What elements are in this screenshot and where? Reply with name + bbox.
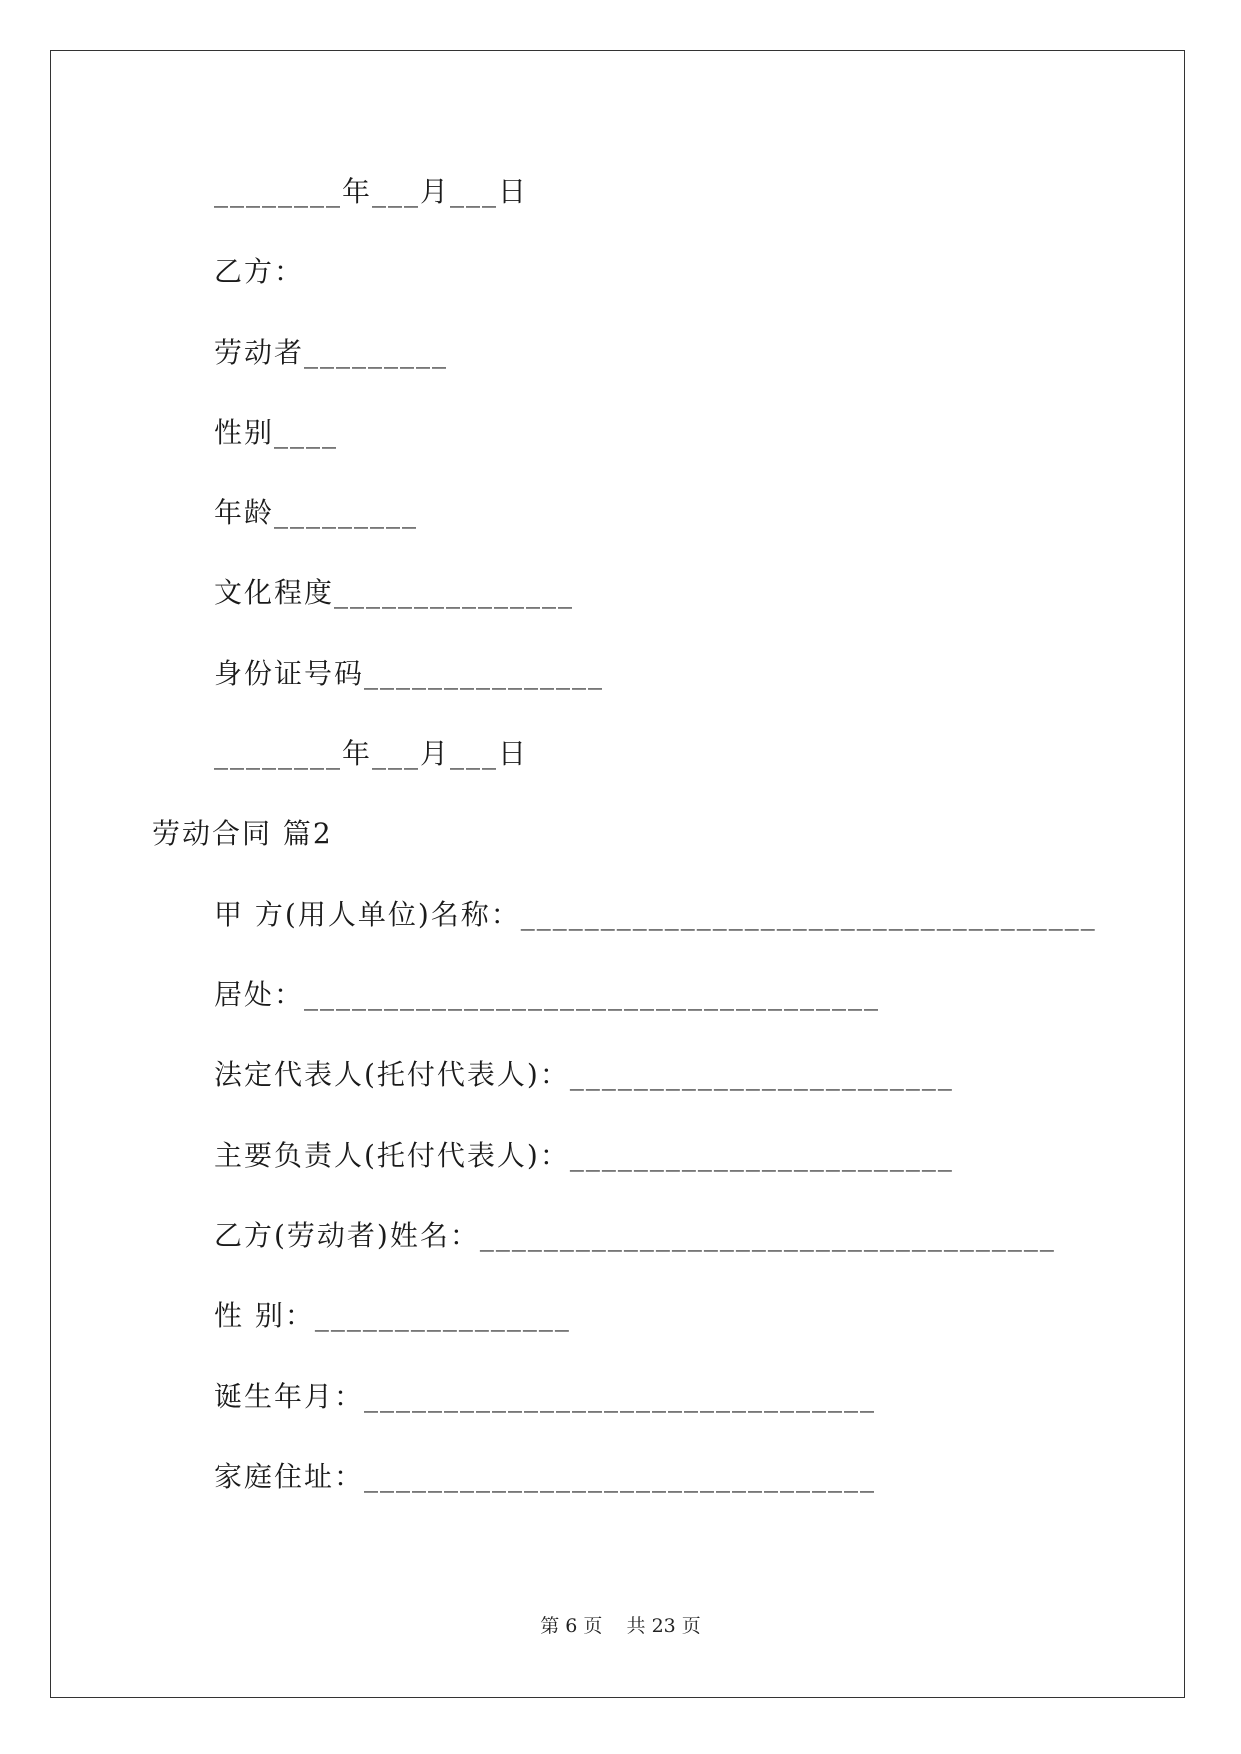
education-field: 文化程度_______________: [214, 576, 575, 609]
residence-field: 居处：____________________________________: [214, 978, 881, 1011]
gender-field: 性别____: [214, 416, 339, 449]
sign-date-line-2: ________年___月___日: [214, 737, 529, 770]
page-footer: [0, 1614, 1241, 1638]
legal-representative-field: 法定代表人(托付代表人)：________________________: [214, 1058, 954, 1091]
party-b-label: 乙方：: [214, 255, 305, 288]
sign-date-line-1: ________年___月___日: [214, 175, 529, 208]
page-number: 第 6 页 共 23 页: [540, 1615, 701, 1637]
page-border: [50, 50, 1185, 1698]
employer-name-field: 甲 方(用人单位)名称：____________________________________: [214, 898, 1097, 931]
worker-field: 劳动者_________: [214, 336, 449, 369]
worker-name-field: 乙方(劳动者)姓名：____________________________________: [214, 1219, 1056, 1252]
gender-field-2: 性 别：________________: [214, 1299, 571, 1332]
principal-field: 主要负责人(托付代表人)：________________________: [214, 1139, 954, 1172]
age-field: 年龄_________: [214, 496, 419, 529]
section-heading: 劳动合同 篇2: [152, 817, 333, 850]
home-address-field: 家庭住址：________________________________: [214, 1460, 877, 1493]
birth-date-field: 诞生年月：________________________________: [214, 1380, 877, 1413]
id-number-field: 身份证号码_______________: [214, 657, 605, 690]
